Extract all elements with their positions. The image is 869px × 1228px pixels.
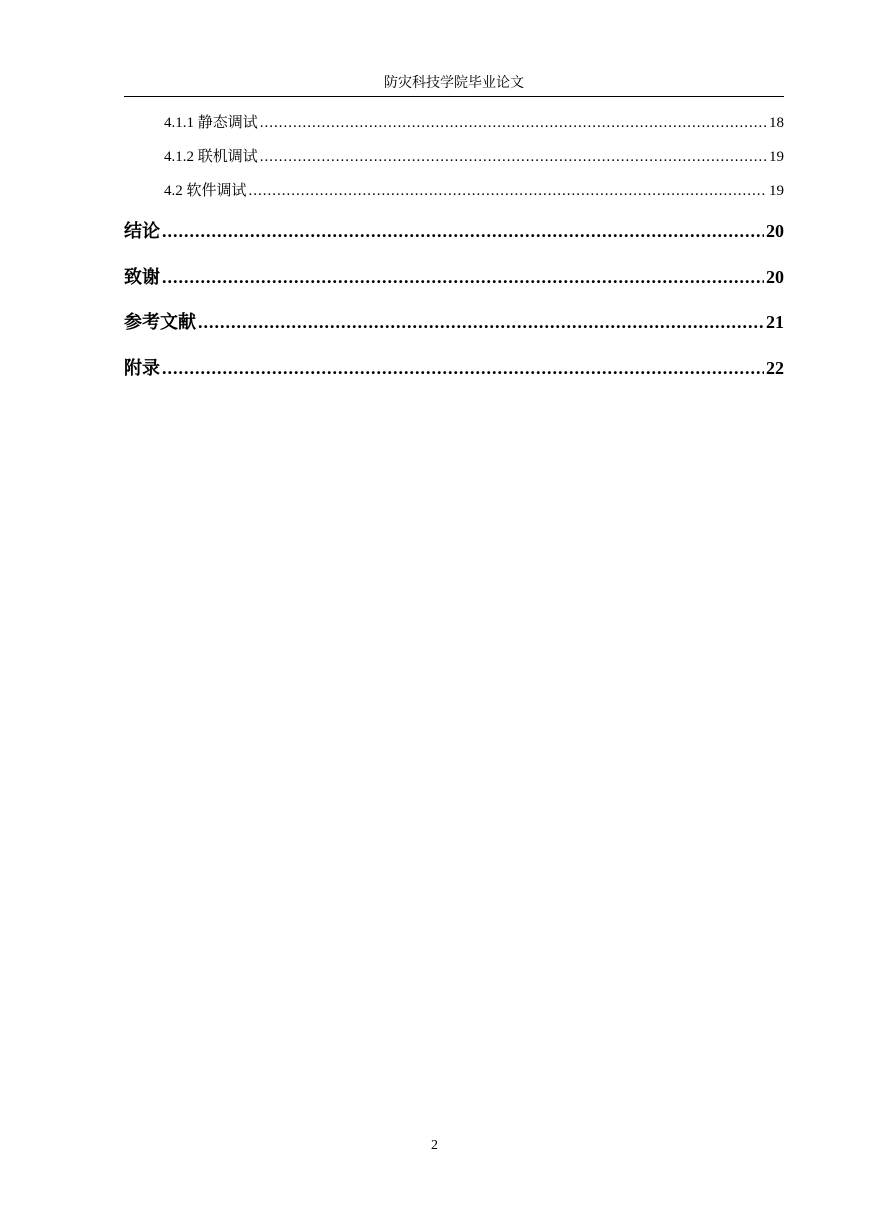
toc-entry-page: 19 <box>769 183 784 199</box>
toc-entry-label: 4.1.1 静态调试 <box>164 115 258 131</box>
dot-leader <box>260 115 767 132</box>
toc-entry-label: 附录 <box>124 358 160 378</box>
toc-entry-appendix[interactable] <box>124 354 784 380</box>
toc-entry-page: 19 <box>769 149 784 165</box>
dot-leader <box>249 183 767 200</box>
toc-entry-4-1-2[interactable] <box>164 145 784 166</box>
toc-entry-acknowledgements[interactable] <box>124 263 784 289</box>
toc-entry-4-1-1[interactable] <box>164 111 784 132</box>
header-rule <box>124 96 784 97</box>
dot-leader <box>162 221 764 242</box>
dot-leader <box>260 149 767 166</box>
toc-entry-label: 致谢 <box>124 267 160 287</box>
dot-leader <box>162 267 764 288</box>
page-number: 2 <box>431 1138 438 1153</box>
toc-entry-label: 4.1.2 联机调试 <box>164 149 258 165</box>
running-header: 防灾科技学院毕业论文 <box>384 76 524 91</box>
toc-entry-label: 参考文献 <box>124 312 196 332</box>
toc-entry-label: 4.2 软件调试 <box>164 183 247 199</box>
dot-leader <box>162 358 764 379</box>
toc-entry-conclusion[interactable] <box>124 217 784 243</box>
toc-entry-label: 结论 <box>124 221 160 241</box>
toc-entry-page: 20 <box>766 267 784 287</box>
toc-entry-page: 21 <box>766 312 784 332</box>
dot-leader <box>198 312 764 333</box>
toc-entry-page: 22 <box>766 358 784 378</box>
toc-entry-page: 20 <box>766 221 784 241</box>
toc-entry-4-2[interactable] <box>164 179 784 200</box>
toc-entry-page: 18 <box>769 115 784 131</box>
toc-entry-references[interactable] <box>124 308 784 334</box>
